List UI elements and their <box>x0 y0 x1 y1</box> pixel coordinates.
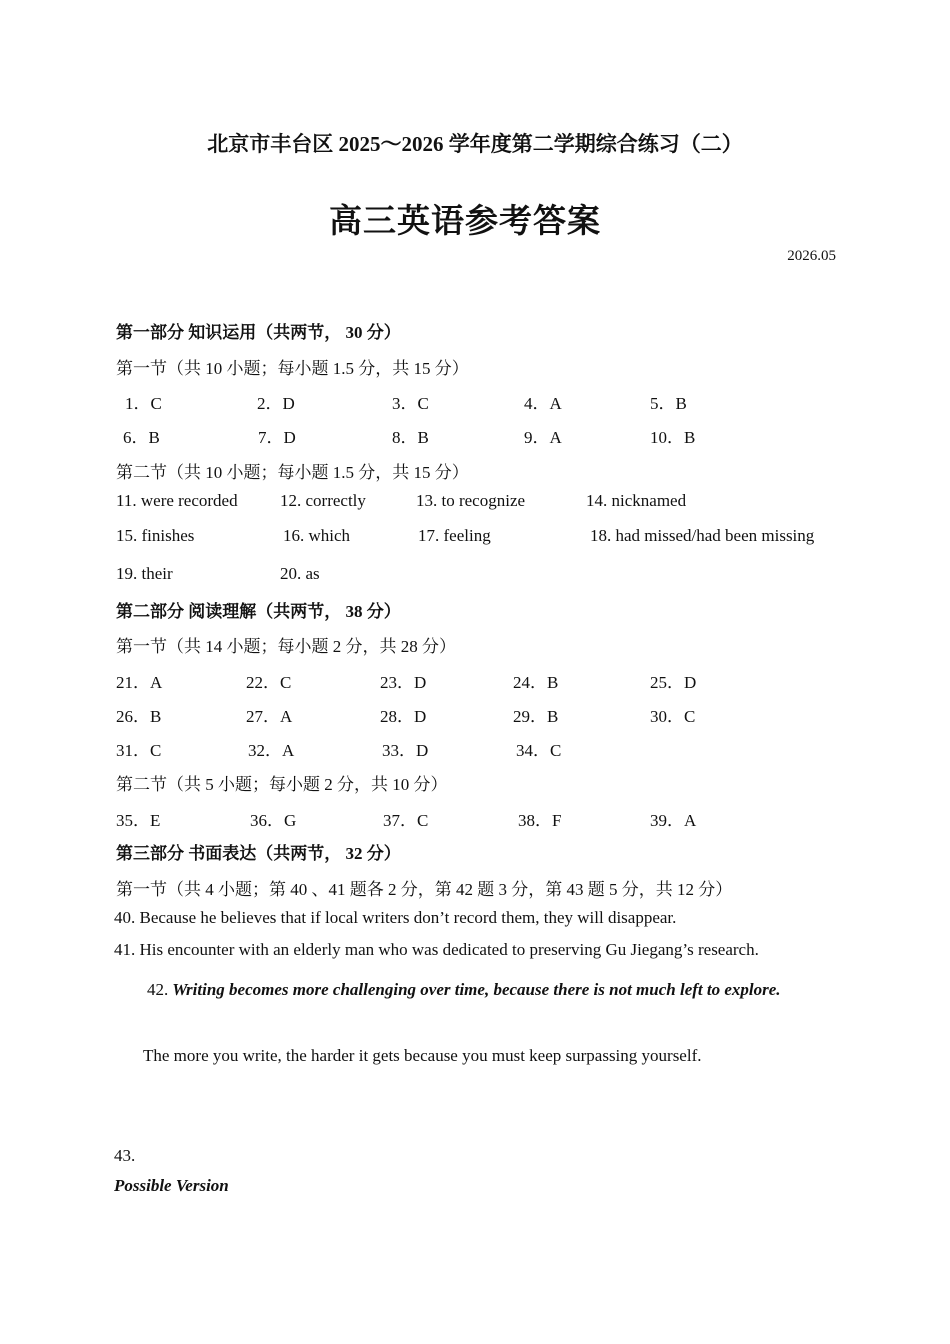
part1-section2-heading: 第二节（共 10 小题；每小题 1.5 分，共 15 分） <box>116 463 469 482</box>
answer-item: 38．F <box>518 811 562 830</box>
answer-item: 15. finishes <box>116 526 195 545</box>
answer-item: 1．C <box>125 394 162 413</box>
question-42-text: Writing becomes more challenging over time, because there is not much left to explore. <box>172 980 781 999</box>
answer-item: 33．D <box>382 741 429 760</box>
answer-item: 19. their <box>116 564 173 583</box>
question-42-number: 42. <box>147 980 169 999</box>
answer-item: 5．B <box>650 394 687 413</box>
answer-item: 31．C <box>116 741 162 760</box>
document-date: 2026.05 <box>787 248 836 264</box>
part3-section1-heading: 第一节（共 4 小题；第 40 、41 题各 2 分，第 42 题 3 分，第 43 题 5 分，共 12 分） <box>116 880 733 899</box>
answer-item: 14. nicknamed <box>586 491 687 510</box>
part2-heading: 第二部分 阅读理解（共两节， 38 分） <box>116 602 401 621</box>
part1-section1-heading: 第一节（共 10 小题；每小题 1.5 分，共 15 分） <box>116 359 469 378</box>
part2-section1-heading: 第一节（共 14 小题；每小题 2 分，共 28 分） <box>116 637 456 656</box>
answer-item: 16. which <box>283 526 351 545</box>
answer-item: 30．C <box>650 707 696 726</box>
answer-item: 11. were recorded <box>116 491 238 510</box>
question-43-number: 43. <box>114 1146 136 1165</box>
answer-item: 35．E <box>116 811 161 830</box>
part2-section2-heading: 第二节（共 5 小题；每小题 2 分，共 10 分） <box>116 775 448 794</box>
answer-item: 3．C <box>392 394 429 413</box>
answer-item: 27．A <box>246 707 293 726</box>
answer-item: 6．B <box>123 428 160 447</box>
answer-41: 41. His encounter with an elderly man who was dedicated to preserving Gu Jiegang’s research. <box>114 940 759 959</box>
answer-item: 39．A <box>650 811 697 830</box>
part1-heading: 第一部分 知识运用（共两节， 30 分） <box>116 323 401 342</box>
answer-item: 28．D <box>380 707 427 726</box>
answer-item: 34．C <box>516 741 562 760</box>
answer-item: 17. feeling <box>418 526 491 545</box>
answer-item: 23．D <box>380 673 427 692</box>
document-subtitle: 高三英语参考答案 <box>329 204 601 240</box>
document-title: 北京市丰台区 2025～2026 学年度第二学期综合练习（二） <box>207 132 743 156</box>
answer-item: 13. to recognize <box>416 491 526 510</box>
answer-item: 20. as <box>280 564 320 583</box>
answer-item: 22．C <box>246 673 292 692</box>
answer-item: 7．D <box>258 428 296 447</box>
answer-item: 2．D <box>257 394 295 413</box>
answer-item: 24．B <box>513 673 559 692</box>
answer-item: 12. correctly <box>280 491 366 510</box>
answer-item: 10．B <box>650 428 696 447</box>
part3-heading: 第三部分 书面表达（共两节， 32 分） <box>116 844 401 863</box>
question-42 <box>114 974 836 1005</box>
answer-item: 9．A <box>524 428 562 447</box>
answer-item: 26．B <box>116 707 162 726</box>
possible-version-label: Possible Version <box>114 1176 229 1195</box>
answer-item: 25．D <box>650 673 697 692</box>
answer-item: 32．A <box>248 741 295 760</box>
answer-item: 36．G <box>250 811 297 830</box>
answer-item: 21．A <box>116 673 163 692</box>
answer-42: The more you write, the harder it gets because you must keep surpassing yourself. <box>143 1046 702 1065</box>
answer-40: 40. Because he believes that if local writers don’t record them, they will disappear. <box>114 908 677 927</box>
answer-item: 8．B <box>392 428 429 447</box>
answer-item: 29．B <box>513 707 559 726</box>
answer-item: 4．A <box>524 394 562 413</box>
answer-item: 37．C <box>383 811 429 830</box>
answer-item: 18. had missed/had been missing <box>590 526 815 545</box>
